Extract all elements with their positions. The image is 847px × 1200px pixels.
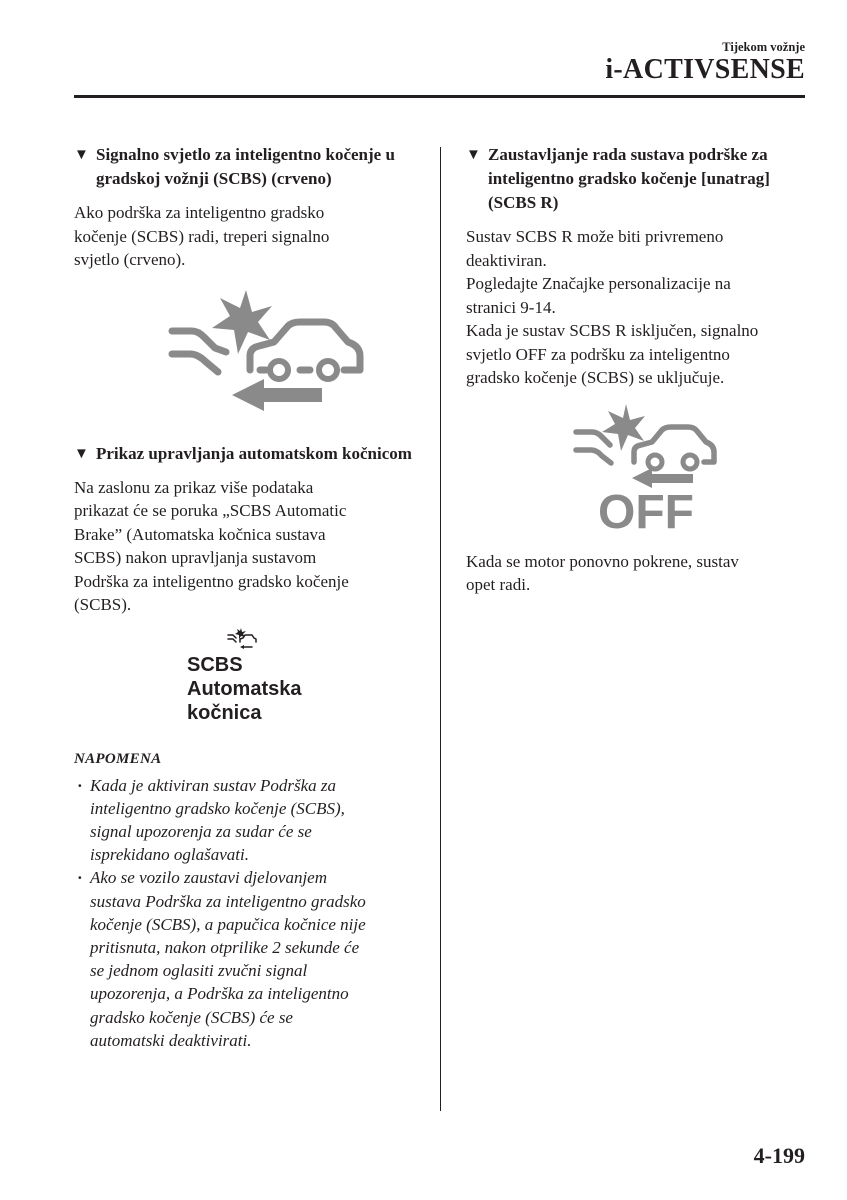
auto-brake-display-heading (74, 442, 424, 466)
heading-text: Signalno svjetlo za inteligentno kočenje u gradskoj vožnji (SCBS) (crveno) (96, 145, 395, 188)
text-line: sustava Podrška za inteligentno gradsko (90, 891, 366, 911)
text-line: Sustav SCBS R može biti privremeno (466, 227, 724, 246)
text-line: · Kada je aktiviran sustav Podrška za (90, 775, 337, 795)
auto-brake-display-text (74, 476, 424, 617)
page-number: 4-199 (753, 1143, 805, 1168)
text-line: kočenje (SCBS) radi, treperi signalno (74, 226, 330, 246)
text-line: stranici 9-14. (466, 297, 556, 317)
text-line: Pogledajte Značajke personalizacije na (466, 274, 731, 293)
column-divider (440, 147, 441, 1111)
text-line: kočenje (SCBS), a papučica kočnice nije (90, 914, 366, 934)
scbs-warning-light-icon (74, 284, 424, 414)
text-line: opet radi. (466, 575, 531, 594)
text-line: Na zaslonu za prikaz više podataka (74, 477, 314, 497)
note-list (74, 774, 424, 1052)
scbs-r-stop-heading (466, 143, 811, 215)
scbs-r-stop-text (466, 225, 811, 390)
triangle-marker-icon: ▼ (466, 147, 481, 163)
text-line: se jednom oglasiti zvučni signal (90, 961, 308, 981)
heading-text: Prikaz upravljanja automatskom kočnicom (96, 443, 412, 463)
scbs-display-message (187, 653, 424, 725)
text-line: Brake” (Automatska kočnica sustava (74, 524, 326, 544)
heading-text: Zaustavljanje rada sustava podrške za inteligentno gradsko kočenje [unatrag] (SCBS R) (488, 145, 770, 212)
off-label: OFF (598, 485, 694, 534)
text-line: isprekidano oglašavati. (90, 845, 249, 865)
text-line: gradsko kočenje (SCBS) će se (90, 1007, 293, 1027)
text-line: Ako podrška za inteligentno gradsko (74, 203, 325, 222)
text-line: gradsko kočenje (SCBS) se uključuje. (466, 368, 725, 387)
right-column (466, 143, 811, 597)
header-rule (74, 95, 805, 98)
scbs-red-light-text (74, 201, 424, 272)
text-line: · Ako se vozilo zaustavi djelovanjem (90, 868, 328, 888)
text-line: automatski deaktivirati. (90, 1030, 252, 1050)
text-line: Kada se motor ponovno pokrene, sustav (466, 551, 739, 571)
note-item (74, 774, 424, 867)
note-item (74, 866, 424, 1052)
display-line: Automatska (187, 677, 302, 700)
display-line: kočnica (187, 701, 262, 724)
triangle-marker-icon: ▼ (74, 445, 89, 462)
text-line: SCBS) nakon upravljanja sustavom (74, 548, 317, 567)
scbs-small-icon (227, 627, 259, 649)
text-line: Podrška za inteligentno gradsko kočenje (74, 571, 349, 591)
page-title: i-ACTIVSENSE (605, 54, 805, 85)
text-line: svjetlo (crveno). (74, 250, 186, 269)
scbs-off-indicator-icon (466, 404, 811, 534)
display-line: SCBS (187, 653, 243, 676)
left-column (74, 143, 424, 1052)
text-line: (SCBS). (74, 595, 132, 614)
text-line: inteligentno gradsko kočenje (SCBS), (90, 798, 345, 818)
note-title: NAPOMENA (74, 750, 162, 767)
text-line: upozorenja, a Podrška za inteligentno (90, 984, 349, 1004)
header-section-label: Tijekom vožnje (722, 40, 805, 54)
text-line: Kada je sustav SCBS R isključen, signalno (466, 321, 759, 340)
text-line: deaktiviran. (466, 250, 547, 270)
text-line: pritisnuta, nakon otprilike 2 sekunde će (90, 937, 360, 957)
text-line: prikazat će se poruka „SCBS Automatic (74, 501, 347, 520)
scbs-r-restart-text (466, 550, 811, 597)
scbs-red-light-heading (74, 143, 424, 191)
text-line: svjetlo OFF za podršku za inteligentno (466, 344, 730, 364)
text-line: signal upozorenja za sudar će se (90, 821, 312, 841)
triangle-marker-icon: ▼ (74, 147, 89, 163)
